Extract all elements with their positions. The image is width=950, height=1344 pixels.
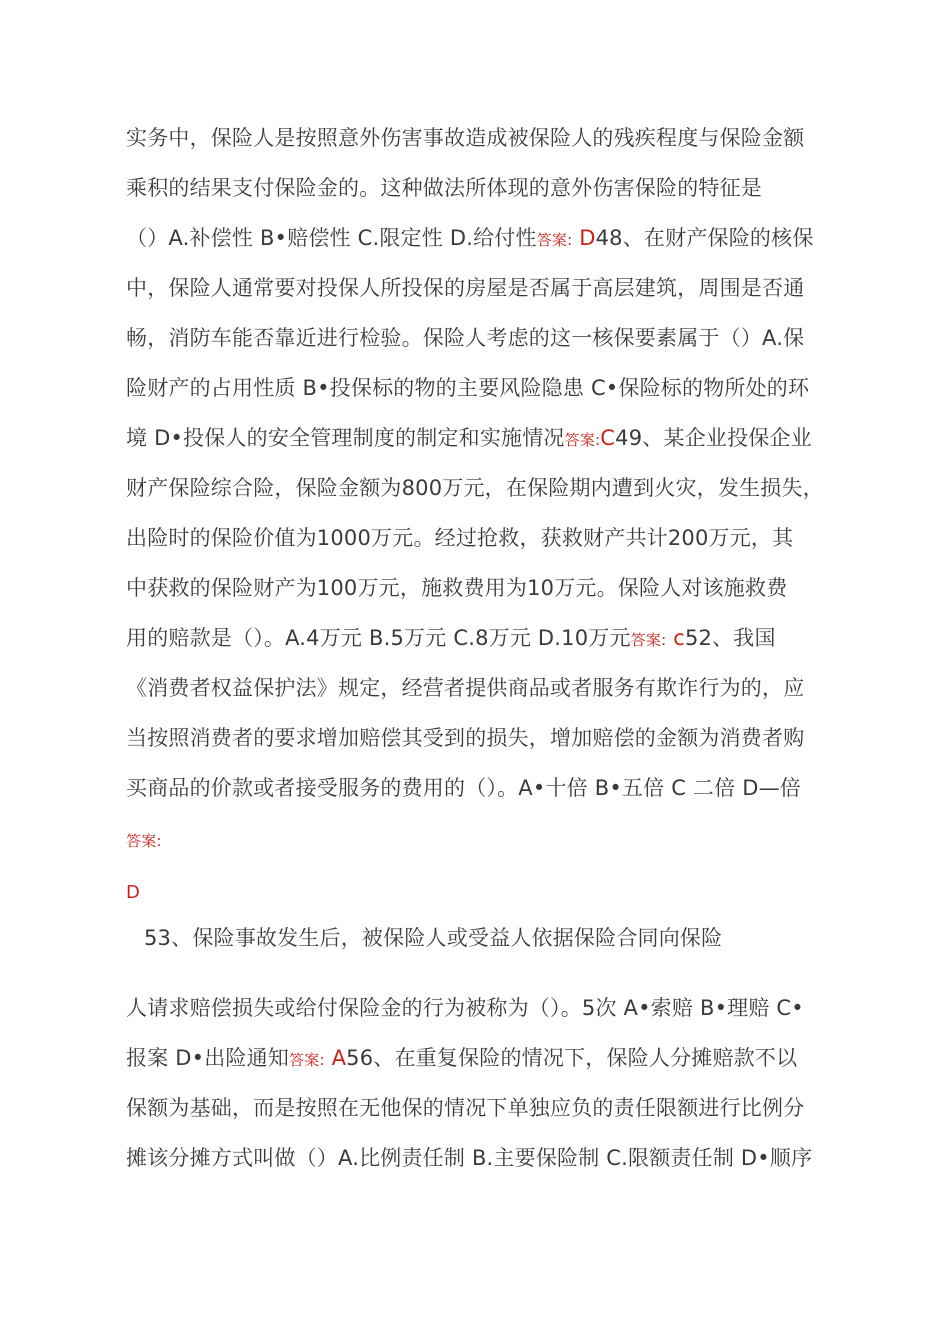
line-text: 56、在重复保险的情况下，保险人分摊赔款不以 bbox=[346, 1046, 798, 1070]
text-line: 当按照消费者的要求增加赔偿其受到的损失，增加赔偿的金额为消费者购 bbox=[126, 726, 805, 750]
text-line bbox=[126, 623, 866, 655]
text-line bbox=[126, 1043, 866, 1075]
answer-value: C bbox=[600, 426, 616, 450]
line-text: 境 D•投保人的安全管理制度的制定和实施情况 bbox=[126, 426, 565, 450]
text-line: 险财产的占用性质 B•投保标的物的主要风险隐患 C•保险标的物所处的环 bbox=[126, 376, 810, 400]
line-text: （）A.补偿性 B•赔偿性 C.限定性 D.给付性 bbox=[126, 226, 537, 250]
text-line: 实务中，保险人是按照意外伤害事故造成被保险人的残疾程度与保险金额 bbox=[126, 126, 805, 150]
text-line: 人请求赔偿损失或给付保险金的行为被称为（）。5次 A•索赔 B•理赔 C• bbox=[126, 996, 804, 1020]
line-text: 49、某企业投保企业 bbox=[615, 426, 812, 450]
text-line: 中获救的保险财产为100万元，施救费用为10万元。保险人对该施救费 bbox=[126, 576, 788, 600]
answer-label: 答案: bbox=[564, 431, 601, 449]
text-line bbox=[126, 223, 866, 255]
text-line bbox=[126, 423, 866, 455]
answer-label: 答案: bbox=[126, 832, 162, 850]
question-53: 53、保险事故发生后，被保险人或受益人依据保险合同向保险 bbox=[144, 926, 723, 950]
line-text: 用的赔款是（）。A.4万元 B.5万元 C.8万元 D.10万元 bbox=[126, 626, 631, 650]
answer-value: D bbox=[572, 226, 596, 250]
text-line: 《消费者权益保护法》规定，经营者提供商品或者服务有欺诈行为的，应 bbox=[126, 676, 805, 700]
text-line: 摊该分摊方式叫做（）A.比例责任制 B.主要保险制 C.限额责任制 D•顺序 bbox=[126, 1146, 813, 1170]
answer-value: A bbox=[324, 1046, 347, 1070]
text-line: 出险时的保险价值为1000万元。经过抢救，获救财产共计200万元，其 bbox=[126, 526, 794, 550]
line-text: 报案 D•出险通知 bbox=[126, 1046, 290, 1070]
answer-value: c bbox=[666, 626, 685, 650]
text-line: 乘积的结果支付保险金的。这种做法所体现的意外伤害保险的特征是 bbox=[126, 176, 762, 200]
line-text: 48、在财产保险的核保 bbox=[595, 226, 814, 250]
answer-label: 答案: bbox=[289, 1051, 325, 1069]
answer-label: 答案: bbox=[630, 631, 667, 649]
text-line: 中，保险人通常要对投保人所投保的房屋是否属于高层建筑，周围是否通 bbox=[126, 276, 805, 300]
text-line: 买商品的价款或者接受服务的费用的（）。A•十倍 B•五倍 C 二倍 D—倍 bbox=[126, 776, 801, 800]
text-line: 保额为基础，而是按照在无他保的情况下单独应负的责任限额进行比例分 bbox=[126, 1096, 805, 1120]
answer-label: 答案: bbox=[536, 231, 573, 249]
text-line: 财产保险综合险，保险金额为800万元，在保险期内遭到火灾，发生损失， bbox=[126, 476, 824, 500]
text-line: 畅，消防车能否靠近进行检验。保险人考虑的这一核保要素属于（）A.保 bbox=[126, 326, 805, 350]
line-text: 52、我国 bbox=[684, 626, 776, 650]
answer-value: D bbox=[126, 882, 141, 903]
